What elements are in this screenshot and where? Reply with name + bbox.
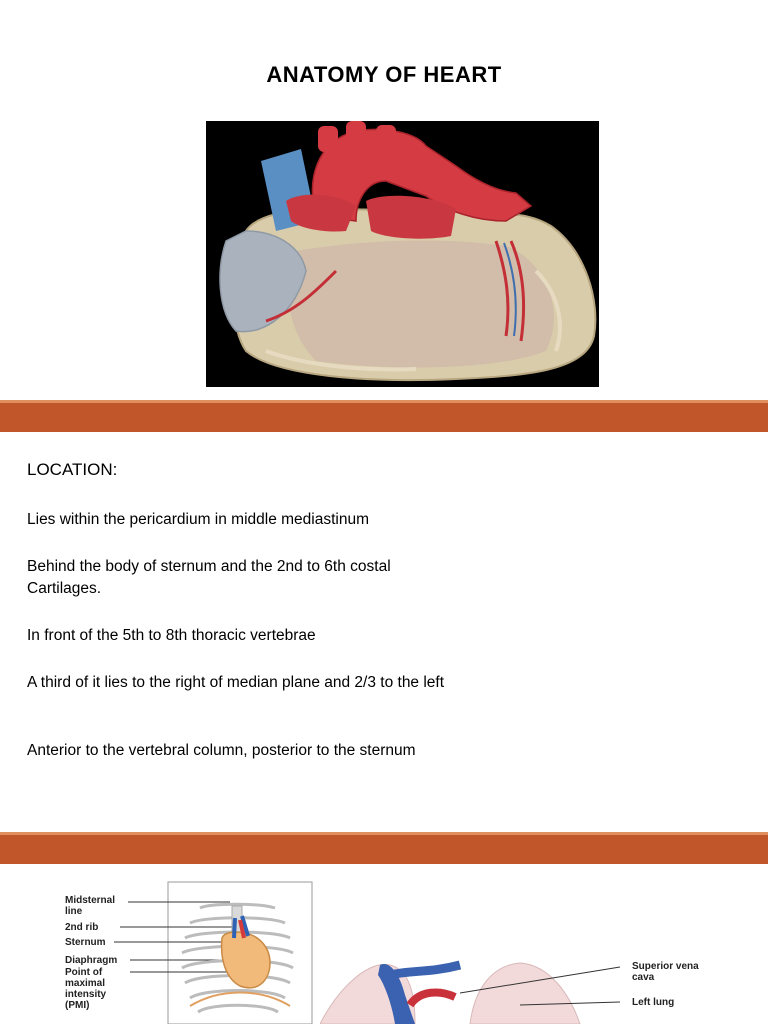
aorta-branch (346, 121, 366, 145)
left-lung (470, 963, 580, 1024)
heart-illustration (206, 121, 599, 387)
label-2nd-rib: 2nd rib (65, 922, 99, 933)
location-heading: LOCATION: (27, 460, 118, 479)
aortic-arch (410, 992, 455, 1005)
aorta-branch (376, 125, 396, 149)
divider-bar-1 (0, 400, 768, 432)
heart-drawing (206, 121, 599, 387)
point-3: In front of the 5th to 8th thoracic vertebrae (27, 627, 316, 644)
label-sternum: Sternum (65, 937, 106, 948)
point-4: A third of it lies to the right of median plane and 2/3 to the left (27, 674, 445, 691)
aorta-branch (318, 126, 338, 152)
brachiocephalic-vein (390, 965, 460, 975)
divider-bar-2 (0, 832, 768, 864)
point-5: Anterior to the vertebral column, posterior to the sternum (27, 742, 416, 759)
label-superior-vena-cava: Superior vena cava (632, 961, 699, 983)
label-diaphragm: Diaphragm (65, 955, 118, 966)
label-midsternal-line: Midsternal line (65, 895, 116, 917)
label-pmi: Point of maximal intensity (PMI) (65, 967, 107, 1011)
ventricle-shading (288, 241, 554, 368)
ribcage-diagram (110, 878, 320, 1024)
label-left-lung: Left lung (632, 997, 675, 1008)
slide-title: ANATOMY OF HEART (266, 62, 502, 87)
point-2: Behind the body of sternum and the 2nd to 6th costal Cartilages. (27, 558, 391, 597)
point-1: Lies within the pericardium in middle mediastinum (27, 511, 370, 528)
